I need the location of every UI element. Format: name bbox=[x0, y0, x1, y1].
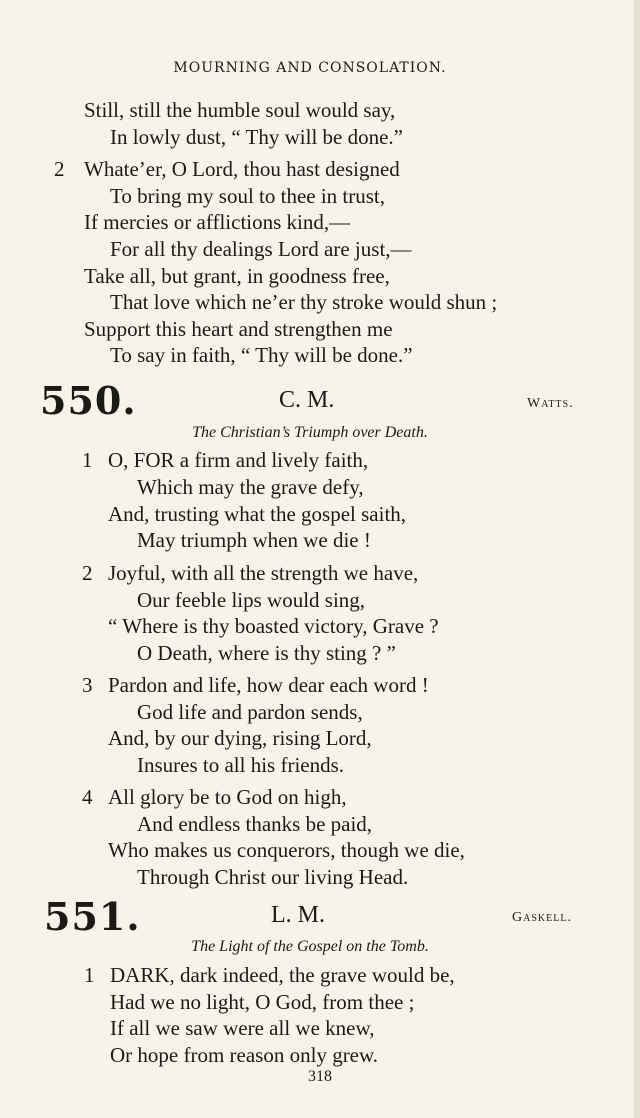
verse-line: All glory be to God on high, bbox=[108, 785, 347, 809]
verse-line: To bring my soul to thee in trust, bbox=[110, 184, 386, 208]
hymn-meter: C. M. bbox=[279, 387, 335, 413]
verse-line: God life and pardon sends, bbox=[137, 700, 363, 724]
hymn-meter: L. M. bbox=[271, 902, 325, 928]
verse-line: “ Where is thy boasted victory, Grave ? bbox=[108, 614, 439, 638]
verse-line: Take all, but grant, in goodness free, bbox=[84, 264, 390, 288]
verse-line: Still, still the humble soul would say, bbox=[84, 98, 396, 122]
verse-line: To say in faith, “ Thy will be done.” bbox=[110, 343, 413, 367]
verse-line: If mercies or afflictions kind,— bbox=[84, 210, 351, 234]
hymn-title: The Light of the Gospel on the Tomb. bbox=[191, 938, 429, 955]
verse-line: Who makes us conquerors, though we die, bbox=[108, 838, 465, 862]
verse-line: O, FOR a firm and lively faith, bbox=[108, 448, 369, 472]
verse-line: Support this heart and strengthen me bbox=[84, 317, 393, 341]
hymn-title: The Christian’s Triumph over Death. bbox=[192, 424, 428, 441]
verse-line: May triumph when we die ! bbox=[137, 528, 371, 552]
verse-line: And, by our dying, rising Lord, bbox=[108, 726, 372, 750]
verse-number: 1 bbox=[82, 448, 93, 472]
verse-number: 3 bbox=[82, 673, 93, 697]
verse-line: Joyful, with all the strength we have, bbox=[108, 561, 419, 585]
verse-line: For all thy dealings Lord are just,— bbox=[110, 237, 412, 261]
verse-number: 1 bbox=[84, 963, 95, 987]
verse-line: In lowly dust, “ Thy will be done.” bbox=[110, 125, 403, 149]
verse-line: Or hope from reason only grew. bbox=[110, 1043, 379, 1067]
verse-line: And endless thanks be paid, bbox=[137, 812, 373, 836]
verse-line: Which may the grave defy, bbox=[137, 475, 364, 499]
running-header: MOURNING AND CONSOLATION. bbox=[173, 60, 447, 76]
verse-line: Had we no light, O God, from thee ; bbox=[110, 990, 415, 1014]
verse-line: Insures to all his friends. bbox=[137, 753, 345, 777]
hymn-author: Watts. bbox=[527, 396, 574, 411]
verse-number: 2 bbox=[54, 157, 65, 181]
verse-line: DARK, dark indeed, the grave would be, bbox=[110, 963, 455, 987]
verse-number: 2 bbox=[82, 561, 93, 585]
hymn-author: Gaskell. bbox=[512, 910, 572, 925]
verse-line: O Death, where is thy sting ? ” bbox=[137, 641, 396, 665]
hymn-number: 550. bbox=[40, 378, 137, 423]
verse-line: Our feeble lips would sing, bbox=[137, 588, 366, 612]
verse-line: Whate’er, O Lord, thou hast designed bbox=[84, 157, 400, 181]
verse-number: 4 bbox=[82, 785, 93, 809]
verse-line: Through Christ our living Head. bbox=[137, 865, 409, 889]
verse-line: That love which ne’er thy stroke would shun ; bbox=[110, 290, 498, 314]
verse-line: Pardon and life, how dear each word ! bbox=[108, 673, 429, 697]
verse-line: And, trusting what the gospel saith, bbox=[108, 502, 407, 526]
verse-line: If all we saw were all we knew, bbox=[110, 1016, 375, 1040]
page-number: 318 bbox=[308, 1068, 332, 1085]
hymn-number: 551. bbox=[44, 894, 141, 939]
page-edge bbox=[634, 0, 640, 1118]
